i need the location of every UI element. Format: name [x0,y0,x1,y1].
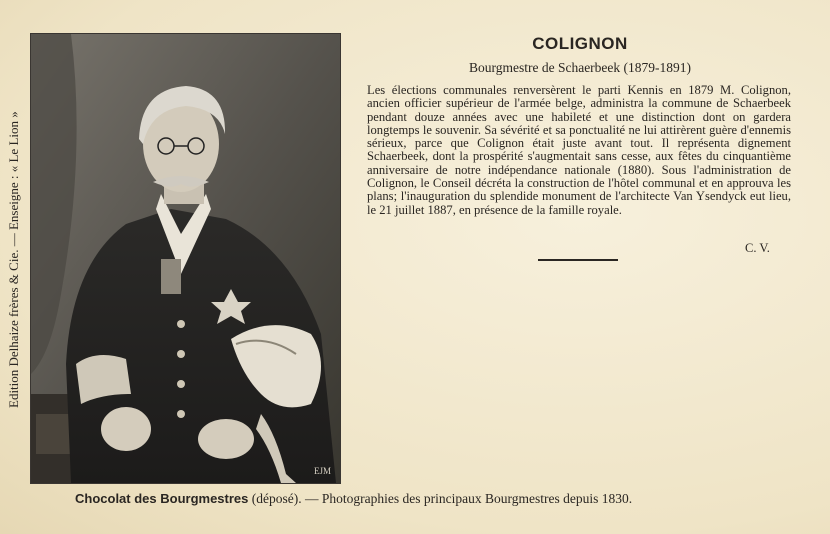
publisher-imprint: Edition Delhaize frères & Cie. — Enseigne : « Le Lion » [6,111,21,409]
author-signature: C. V. [745,241,770,255]
photographer-monogram: EJM [314,466,332,476]
biography-paragraph: Les élections communales renversèrent le parti Kennis en 1879 M. Colignon, ancien officier supérieur de l'armée belge, administra la commune de Schaerbeek pendant douze années avec une habileté et une distinction dont on gardera longtemps le souvenir. Sa sévérité et sa ponctualité ne lui attirèrent guère d'ennemis sérieux, parce que Colignon était juste avant tout. Il représenta dignement Schaerbeek, dont la prospérité s'augmentait sans cesse, aux fêtes du cinquantième anniversaire de notre indépendance nationale (1880). Sous l'administration de Colignon, le Conseil décréta la construction de l'hôtel communal et en approuva les plans; l'inauguration du splendide monument de l'architecte Van Ysendyck eut lieu, le 21 juillet 1887, en présence de la famille royale. [367,83,791,217]
page-title: COLIGNON [532,34,628,53]
divider [538,259,618,261]
footer-deposited: (déposé). [248,491,302,506]
footer-brand: Chocolat des Bourgmestres [75,491,249,506]
biography-text [367,84,791,217]
footer-rest: — Photographies des principaux Bourgmestres depuis 1830. [301,491,633,506]
subtitle: Bourgmestre de Schaerbeek (1879-1891) [468,60,692,75]
portrait-photo [30,33,341,484]
footer-caption [75,491,775,507]
portrait-illustration [31,34,340,483]
